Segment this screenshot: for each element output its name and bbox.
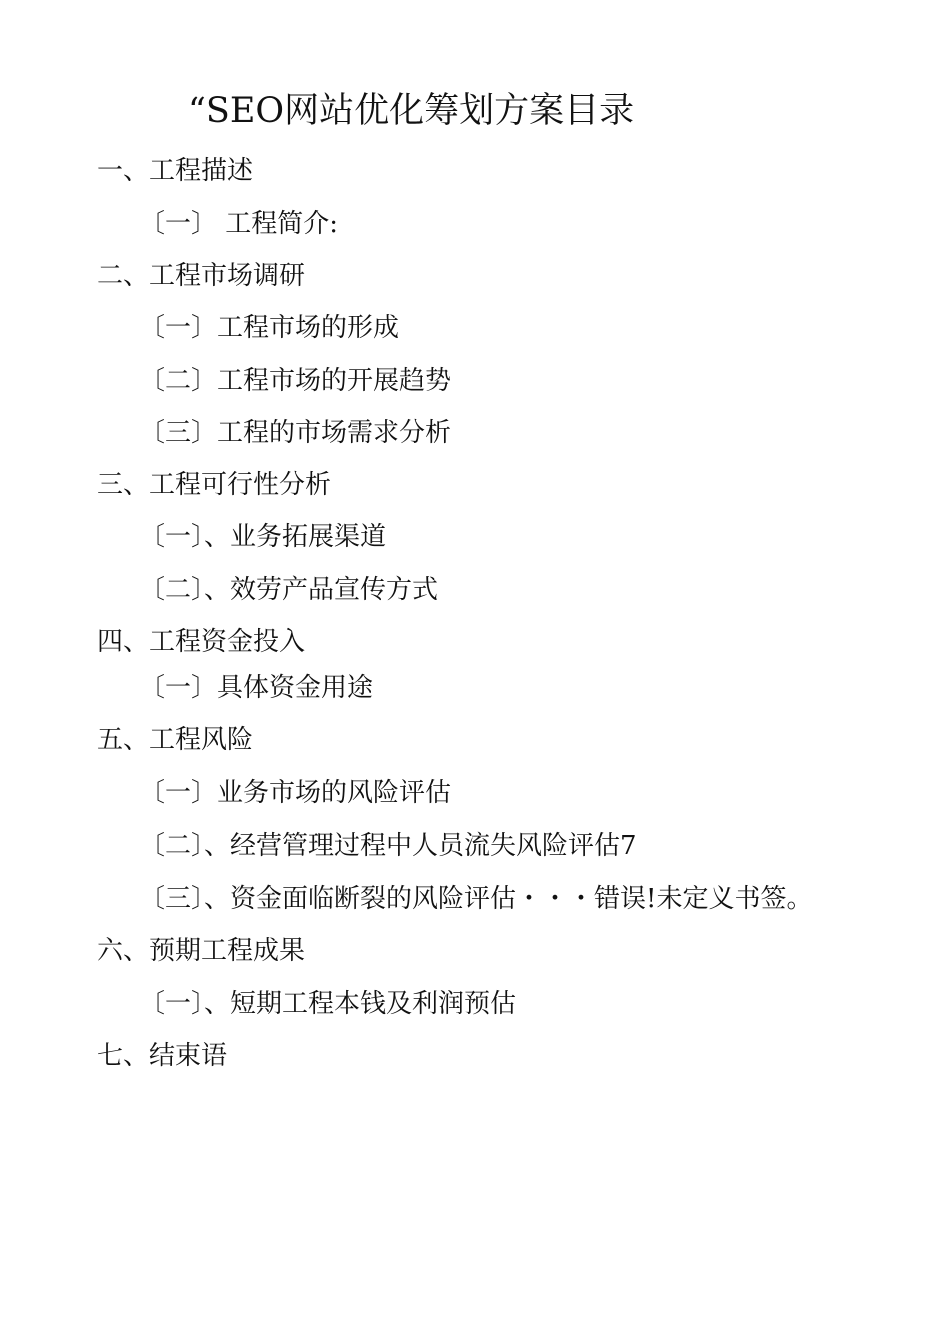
toc-subitem: 〔一〕 工程简介: [139,209,339,239]
toc-subitem: 〔二〕、经营管理过程中人员流失风险评估7 [139,831,637,861]
toc-heading-5: 五、工程风险 [97,725,254,755]
toc-heading-3: 三、工程可行性分析 [97,470,332,500]
toc-heading-2: 二、工程市场调研 [97,261,306,291]
toc-heading-7: 七、结束语 [97,1041,228,1071]
toc-subitem: 〔一〕工程市场的形成 [139,313,400,343]
toc-heading-6: 六、预期工程成果 [97,936,306,966]
toc-subitem: 〔二〕、效劳产品宣传方式 [139,575,439,605]
toc-subitem: 〔一〕、业务拓展渠道 [139,522,387,552]
toc-subitem: 〔一〕、短期工程本钱及利润预估 [139,989,517,1019]
toc-subitem: 〔三〕工程的市场需求分析 [139,418,452,448]
toc-heading-4: 四、工程资金投入 [97,627,306,657]
toc-heading-1: 一、工程描述 [97,156,254,186]
toc-subitem: 〔一〕业务市场的风险评估 [139,778,452,808]
toc-subitem: 〔一〕具体资金用途 [139,673,374,703]
toc-subitem: 〔二〕工程市场的开展趋势 [139,366,452,396]
toc-subitem: 〔三〕、资金面临断裂的风险评估・・・错误!未定义书签。 [139,884,813,914]
document-title: “SEO网站优化筹划方案目录 [188,91,635,131]
